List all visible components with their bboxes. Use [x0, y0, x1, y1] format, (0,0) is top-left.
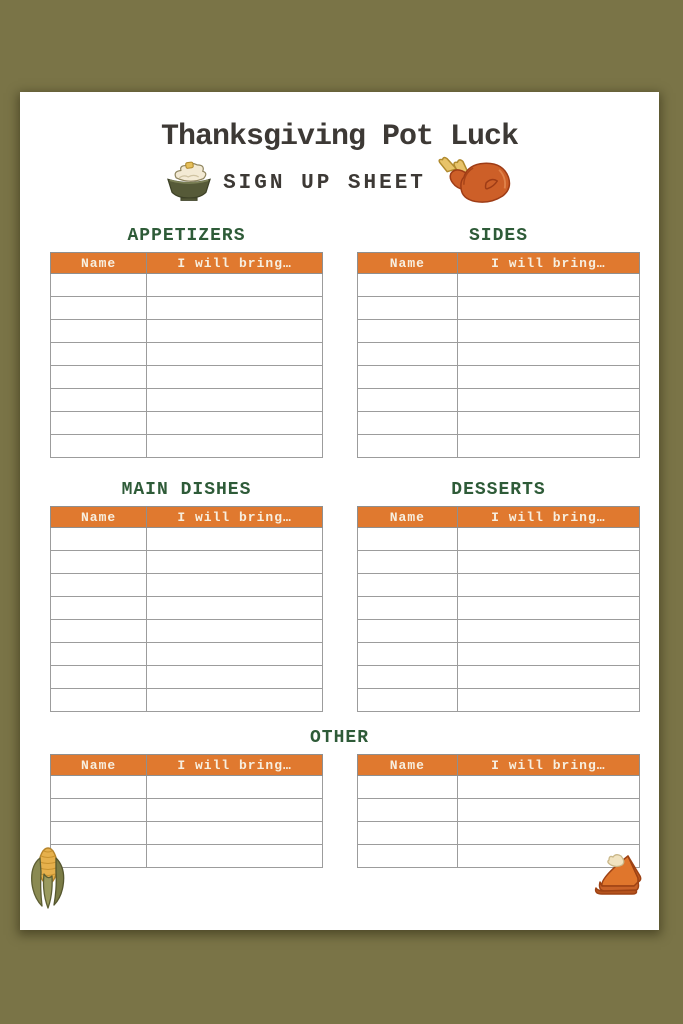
bring-cell [147, 389, 323, 412]
bring-column-header: I will bring… [147, 507, 323, 528]
name-cell [51, 551, 147, 574]
table-row [358, 799, 640, 822]
name-cell [358, 689, 458, 712]
middle-sections-row [50, 480, 640, 712]
name-cell [358, 574, 458, 597]
table-row [358, 297, 640, 320]
name-cell [358, 412, 458, 435]
name-column-header: Name [51, 755, 147, 776]
name-cell [51, 822, 147, 845]
bring-cell [147, 620, 323, 643]
section-sides [357, 226, 640, 458]
bring-cell [457, 689, 639, 712]
table-header [51, 755, 323, 776]
table-row [51, 366, 323, 389]
name-cell [358, 297, 458, 320]
page-title: Thanksgiving Pot Luck [160, 120, 519, 154]
name-cell [358, 799, 458, 822]
name-cell [51, 435, 147, 458]
bring-cell [457, 366, 639, 389]
table-row [51, 343, 323, 366]
table-row [51, 574, 323, 597]
bring-cell [457, 343, 639, 366]
section-desserts [357, 480, 640, 712]
bring-column-header: I will bring… [147, 755, 323, 776]
desserts-table [357, 506, 640, 712]
name-cell [51, 689, 147, 712]
bring-cell [457, 435, 639, 458]
bring-cell [147, 845, 323, 868]
bring-cell [147, 366, 323, 389]
table-row [358, 320, 640, 343]
name-cell [358, 320, 458, 343]
table-row [358, 412, 640, 435]
bring-cell [147, 776, 323, 799]
bring-cell [147, 574, 323, 597]
signup-sheet-page [20, 92, 659, 930]
table-row [51, 551, 323, 574]
name-cell [51, 528, 147, 551]
name-column-header: Name [358, 507, 458, 528]
name-cell [51, 597, 147, 620]
name-cell [358, 435, 458, 458]
mashed-potatoes-bowl-icon [163, 160, 215, 207]
bring-cell [147, 799, 323, 822]
table-row [358, 389, 640, 412]
table-row [358, 666, 640, 689]
roast-turkey-icon [434, 155, 516, 212]
table-row [358, 776, 640, 799]
name-column-header: Name [358, 253, 458, 274]
corn-cob-icon [28, 844, 68, 915]
name-cell [358, 389, 458, 412]
table-row [51, 320, 323, 343]
name-cell [358, 666, 458, 689]
table-row [51, 689, 323, 712]
sides-table [357, 252, 640, 458]
bring-cell [147, 822, 323, 845]
subtitle-row [20, 156, 659, 210]
table-row [358, 822, 640, 845]
bring-cell [147, 435, 323, 458]
bring-cell [457, 799, 639, 822]
table-header [358, 253, 640, 274]
bring-column-header: I will bring… [457, 507, 639, 528]
name-cell [51, 366, 147, 389]
other-table-right [357, 754, 640, 868]
bring-cell [457, 574, 639, 597]
bring-cell [147, 643, 323, 666]
name-cell [51, 620, 147, 643]
name-cell [358, 597, 458, 620]
section-other-right [357, 754, 640, 868]
section-main-dishes [50, 480, 323, 712]
bring-cell [457, 528, 639, 551]
bring-cell [457, 274, 639, 297]
bring-column-header: I will bring… [457, 755, 639, 776]
section-heading-sides: SIDES [468, 226, 528, 246]
table-header [358, 755, 640, 776]
table-row [358, 366, 640, 389]
section-heading-main-dishes: MAIN DISHES [121, 480, 252, 500]
name-cell [358, 776, 458, 799]
table-row [51, 776, 323, 799]
name-cell [358, 551, 458, 574]
name-cell [51, 574, 147, 597]
bring-cell [457, 412, 639, 435]
name-cell [358, 528, 458, 551]
table-row [358, 343, 640, 366]
table-header [51, 507, 323, 528]
name-cell [358, 343, 458, 366]
name-cell [51, 297, 147, 320]
name-cell [51, 343, 147, 366]
bring-cell [147, 343, 323, 366]
bring-cell [457, 297, 639, 320]
section-other-left [50, 754, 323, 868]
name-cell [51, 320, 147, 343]
bring-cell [457, 822, 639, 845]
table-row [51, 528, 323, 551]
table-row [358, 435, 640, 458]
table-row [51, 666, 323, 689]
bring-cell [147, 320, 323, 343]
bring-cell [147, 274, 323, 297]
pumpkin-pie-slice-icon [588, 852, 644, 903]
table-row [358, 574, 640, 597]
table-row [358, 689, 640, 712]
name-cell [51, 643, 147, 666]
section-appetizers [50, 226, 323, 458]
name-column-header: Name [51, 253, 147, 274]
bring-cell [457, 320, 639, 343]
bring-cell [457, 597, 639, 620]
table-row [358, 551, 640, 574]
bring-cell [147, 412, 323, 435]
table-row [51, 297, 323, 320]
other-table-left [50, 754, 323, 868]
bring-cell [147, 297, 323, 320]
table-row [358, 643, 640, 666]
section-heading-other: OTHER [309, 728, 369, 748]
bring-cell [457, 666, 639, 689]
bring-cell [147, 597, 323, 620]
name-cell [358, 845, 458, 868]
bring-cell [457, 551, 639, 574]
table-row [358, 528, 640, 551]
bring-column-header: I will bring… [457, 253, 639, 274]
table-row [51, 435, 323, 458]
name-column-header: Name [51, 507, 147, 528]
table-row [358, 597, 640, 620]
top-sections-row [50, 226, 640, 458]
table-row [51, 274, 323, 297]
name-cell [51, 799, 147, 822]
section-heading-appetizers: APPETIZERS [127, 226, 246, 246]
table-row [51, 845, 323, 868]
name-cell [51, 412, 147, 435]
table-row [358, 274, 640, 297]
table-row [51, 412, 323, 435]
table-row [51, 389, 323, 412]
name-cell [358, 643, 458, 666]
bring-cell [147, 689, 323, 712]
bring-cell [457, 389, 639, 412]
name-column-header: Name [358, 755, 458, 776]
table-header [51, 253, 323, 274]
name-cell [358, 366, 458, 389]
bring-cell [147, 666, 323, 689]
appetizers-table [50, 252, 323, 458]
bring-cell [147, 528, 323, 551]
bring-cell [457, 643, 639, 666]
table-row [51, 597, 323, 620]
page-subtitle: SIGN UP SHEET [223, 171, 426, 195]
table-row [51, 822, 323, 845]
name-cell [358, 822, 458, 845]
table-row [51, 643, 323, 666]
name-cell [51, 666, 147, 689]
bring-column-header: I will bring… [147, 253, 323, 274]
main-dishes-table [50, 506, 323, 712]
table-row [358, 620, 640, 643]
name-cell [51, 389, 147, 412]
name-cell [358, 274, 458, 297]
bring-cell [457, 620, 639, 643]
table-header [358, 507, 640, 528]
bring-cell [147, 551, 323, 574]
bring-cell [457, 776, 639, 799]
section-heading-desserts: DESSERTS [451, 480, 546, 500]
name-cell [358, 620, 458, 643]
other-sections-row [50, 754, 640, 868]
name-cell [51, 776, 147, 799]
name-cell [51, 274, 147, 297]
table-row [51, 799, 323, 822]
table-row [51, 620, 323, 643]
